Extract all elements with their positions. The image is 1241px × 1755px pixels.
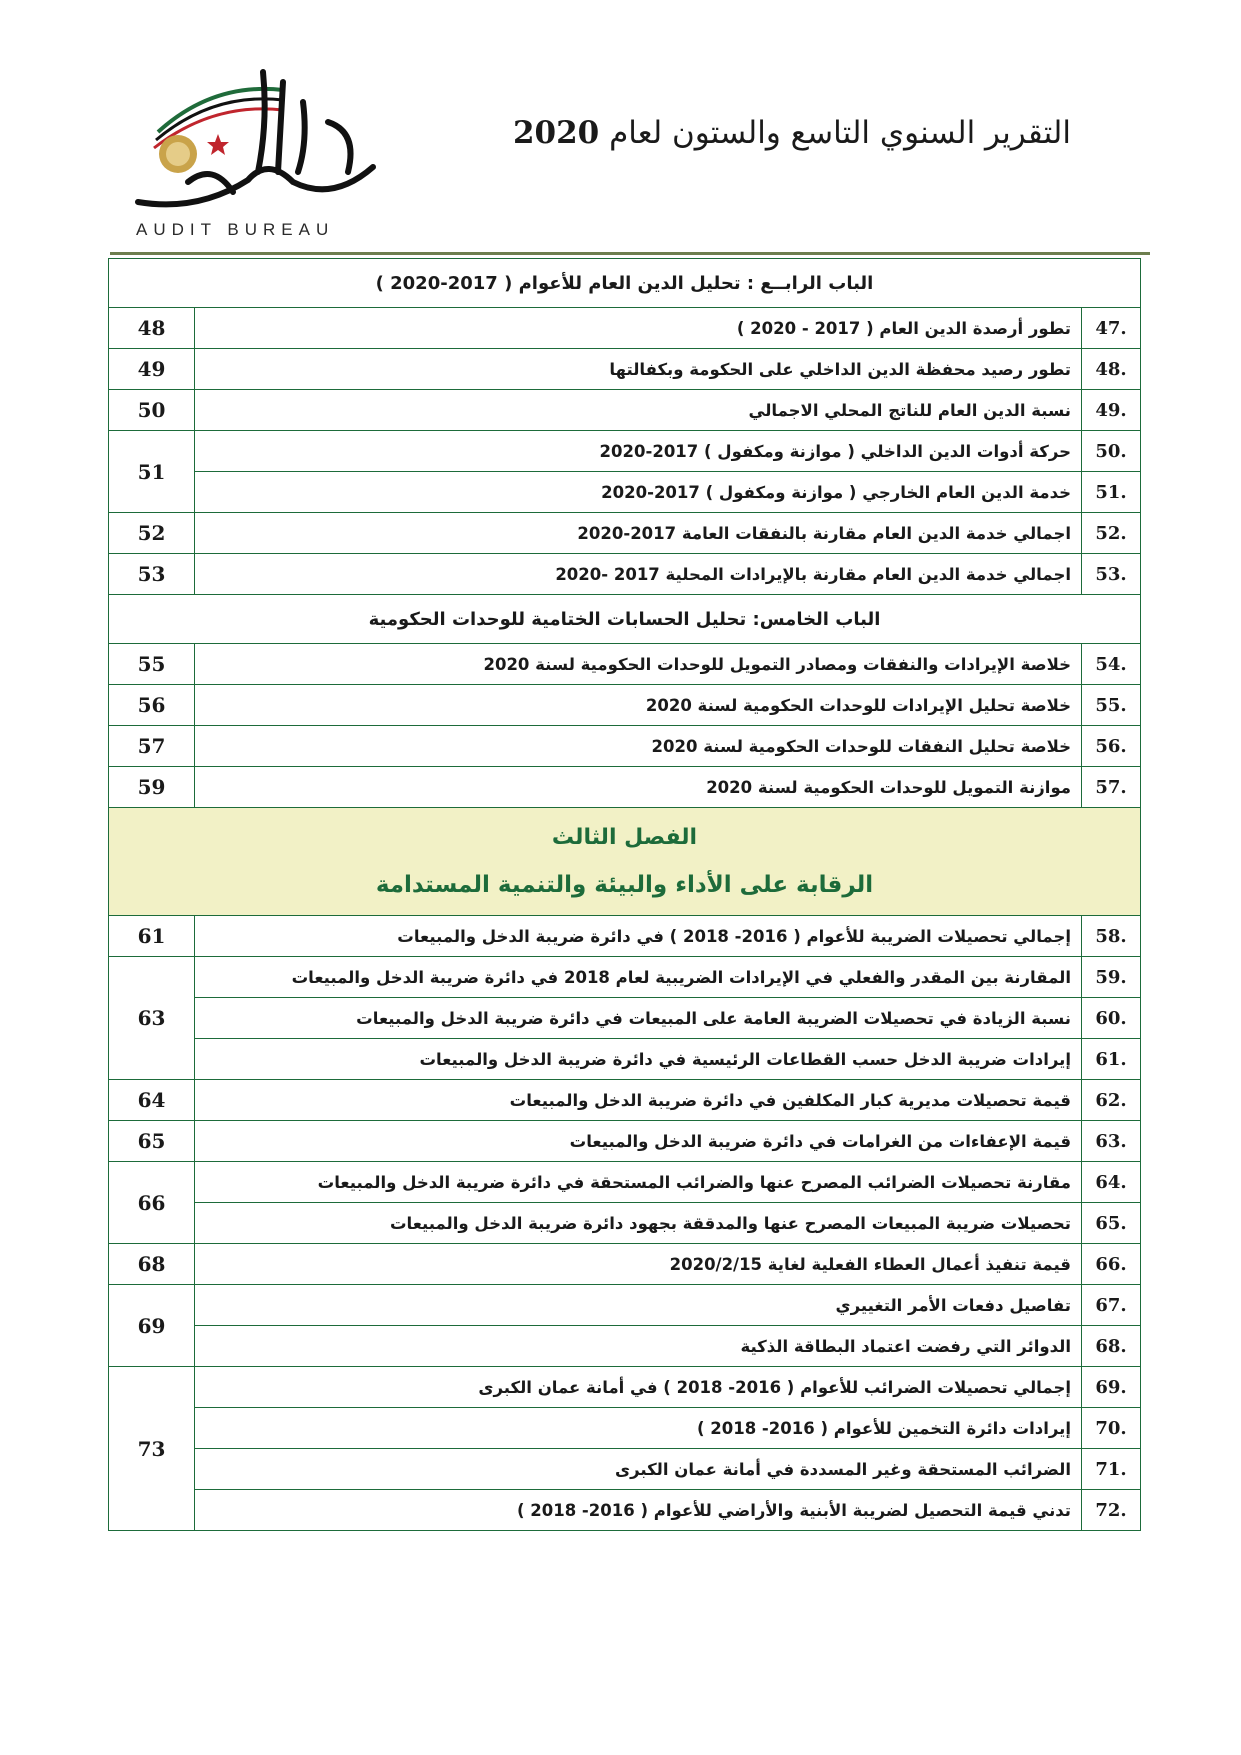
logo-emblem (118, 62, 418, 222)
table-row (109, 644, 1141, 685)
row-title: إيرادات ضريبة الدخل حسب القطاعات الرئيسية في دائرة ضريبة الدخل والمبيعات (195, 1039, 1082, 1080)
row-number: .59 (1082, 957, 1141, 998)
table-row (109, 726, 1141, 767)
row-number: .67 (1082, 1285, 1141, 1326)
chapter-title: الفصل الثالث (551, 825, 698, 850)
table-row (109, 431, 1141, 472)
table-row (109, 957, 1141, 998)
table-row (109, 1490, 1141, 1531)
page-number: 48 (109, 308, 195, 349)
table-row (109, 685, 1141, 726)
section-heading-row (109, 259, 1141, 308)
row-title: اجمالي خدمة الدين العام مقارنة بالنفقات العامة 2017-2020 (195, 513, 1082, 554)
row-title: خدمة الدين العام الخارجي ( موازنة ومكفول ) 2017-2020 (195, 472, 1082, 513)
page-number: 56 (109, 685, 195, 726)
row-title: قيمة تحصيلات مديرية كبار المكلفين في دائرة ضريبة الدخل والمبيعات (195, 1080, 1082, 1121)
row-number: .57 (1082, 767, 1141, 808)
table-row (109, 1080, 1141, 1121)
table-row (109, 1285, 1141, 1326)
row-number: .66 (1082, 1244, 1141, 1285)
page-number: 53 (109, 554, 195, 595)
table-row (109, 1367, 1141, 1408)
row-title: إجمالي تحصيلات الضرائب للأعوام ( 2016- 2018 ) في أمانة عمان الكبرى (195, 1367, 1082, 1408)
table-row (109, 1326, 1141, 1367)
page-number: 59 (109, 767, 195, 808)
report-year: 2020 (512, 115, 600, 151)
section-heading (109, 259, 1141, 308)
row-number: .51 (1082, 472, 1141, 513)
table-row (109, 998, 1141, 1039)
page-header (0, 0, 1241, 260)
page-number: 51 (109, 431, 195, 513)
chapter-subtitle: الرقابة على الأداء والبيئة والتنمية المستدامة (375, 872, 874, 898)
row-number: .50 (1082, 431, 1141, 472)
row-number: .52 (1082, 513, 1141, 554)
row-title: تحصيلات ضريبة المبيعات المصرح عنها والمدققة بجهود دائرة ضريبة الدخل والمبيعات (195, 1203, 1082, 1244)
row-number: .65 (1082, 1203, 1141, 1244)
row-number: .53 (1082, 554, 1141, 595)
row-number: .62 (1082, 1080, 1141, 1121)
row-number: .48 (1082, 349, 1141, 390)
section-title: الباب الرابــع : تحليل الدين العام للأعوام ( 2017-2020 ) (375, 272, 874, 294)
row-number: .60 (1082, 998, 1141, 1039)
page-number: 61 (109, 916, 195, 957)
table-row (109, 1162, 1141, 1203)
row-number: .68 (1082, 1326, 1141, 1367)
table-row (109, 308, 1141, 349)
row-title: خلاصة الإيرادات والنفقات ومصادر التمويل للوحدات الحكومية لسنة 2020 (195, 644, 1082, 685)
row-title: اجمالي خدمة الدين العام مقارنة بالإيرادات المحلية 2017 -2020 (195, 554, 1082, 595)
section-title: الباب الخامس: تحليل الحسابات الختامية للوحدات الحكومية (368, 608, 881, 630)
row-title: الضرائب المستحقة وغير المسددة في أمانة عمان الكبرى (195, 1449, 1082, 1490)
chapter-heading (109, 808, 1141, 916)
row-title: خلاصة تحليل الإيرادات للوحدات الحكومية لسنة 2020 (195, 685, 1082, 726)
page-number: 68 (109, 1244, 195, 1285)
row-title: حركة أدوات الدين الداخلي ( موازنة ومكفول ) 2017-2020 (195, 431, 1082, 472)
page-number: 52 (109, 513, 195, 554)
row-number: .56 (1082, 726, 1141, 767)
table-row (109, 390, 1141, 431)
table-row (109, 1203, 1141, 1244)
row-number: .71 (1082, 1449, 1141, 1490)
row-number: .55 (1082, 685, 1141, 726)
row-title: خلاصة تحليل النفقات للوحدات الحكومية لسنة 2020 (195, 726, 1082, 767)
row-title: تدني قيمة التحصيل لضريبة الأبنية والأراضي للأعوام ( 2016- 2018 ) (195, 1490, 1082, 1531)
section-heading-row (109, 595, 1141, 644)
section-heading (109, 595, 1141, 644)
page-number: 50 (109, 390, 195, 431)
page-number: 69 (109, 1285, 195, 1367)
row-title: موازنة التمويل للوحدات الحكومية لسنة 2020 (195, 767, 1082, 808)
row-title: نسبة الدين العام للناتج المحلي الاجمالي (195, 390, 1082, 431)
table-row (109, 1039, 1141, 1080)
row-number: .58 (1082, 916, 1141, 957)
table-row (109, 1408, 1141, 1449)
row-number: .72 (1082, 1490, 1141, 1531)
row-title: قيمة تنفيذ أعمال العطاء الفعلية لغاية 2020/2/15 (195, 1244, 1082, 1285)
header-divider (110, 252, 1150, 255)
row-title: نسبة الزيادة في تحصيلات الضريبة العامة على المبيعات في دائرة ضريبة الدخل والمبيعات (195, 998, 1082, 1039)
logo-caption: AUDIT BUREAU (136, 220, 335, 239)
table-row (109, 554, 1141, 595)
page-number: 63 (109, 957, 195, 1080)
row-number: .49 (1082, 390, 1141, 431)
audit-bureau-logo (118, 62, 418, 247)
table-row (109, 767, 1141, 808)
page-number: 64 (109, 1080, 195, 1121)
table-row (109, 1449, 1141, 1490)
row-number: .63 (1082, 1121, 1141, 1162)
page-number: 49 (109, 349, 195, 390)
row-title: إجمالي تحصيلات الضريبة للأعوام ( 2016- 2018 ) في دائرة ضريبة الدخل والمبيعات (195, 916, 1082, 957)
table-row (109, 916, 1141, 957)
row-title: مقارنة تحصيلات الضرائب المصرح عنها والضرائب المستحقة في دائرة ضريبة الدخل والمبيعات (195, 1162, 1082, 1203)
row-title: الدوائر التي رفضت اعتماد البطاقة الذكية (195, 1326, 1082, 1367)
page-number: 65 (109, 1121, 195, 1162)
contents-table (108, 258, 1141, 1531)
table-row (109, 349, 1141, 390)
row-title: تطور رصيد محفظة الدين الداخلي على الحكومة وبكفالتها (195, 349, 1082, 390)
row-title: إيرادات دائرة التخمين للأعوام ( 2016- 2018 ) (195, 1408, 1082, 1449)
table-row (109, 1244, 1141, 1285)
row-title: قيمة الإعفاءات من الغرامات في دائرة ضريبة الدخل والمبيعات (195, 1121, 1082, 1162)
row-number: .61 (1082, 1039, 1141, 1080)
chapter-heading-row (109, 808, 1141, 916)
row-title: المقارنة بين المقدر والفعلي في الإيرادات الضريبية لعام 2018 في دائرة ضريبة الدخل والمبيعات (195, 957, 1082, 998)
row-number: .64 (1082, 1162, 1141, 1203)
row-number: .54 (1082, 644, 1141, 685)
table-row (109, 513, 1141, 554)
page-number: 73 (109, 1367, 195, 1531)
row-number: .47 (1082, 308, 1141, 349)
row-number: .70 (1082, 1408, 1141, 1449)
page-number: 66 (109, 1162, 195, 1244)
table-row (109, 472, 1141, 513)
report-title-text: التقرير السنوي التاسع والستون لعام (609, 115, 1071, 151)
row-number: .69 (1082, 1367, 1141, 1408)
row-title: تفاصيل دفعات الأمر التغييري (195, 1285, 1082, 1326)
page-number: 57 (109, 726, 195, 767)
row-title: تطور أرصدة الدين العام ( 2017 - 2020 ) (195, 308, 1082, 349)
page-number: 55 (109, 644, 195, 685)
report-title (513, 115, 1071, 151)
table-row (109, 1121, 1141, 1162)
